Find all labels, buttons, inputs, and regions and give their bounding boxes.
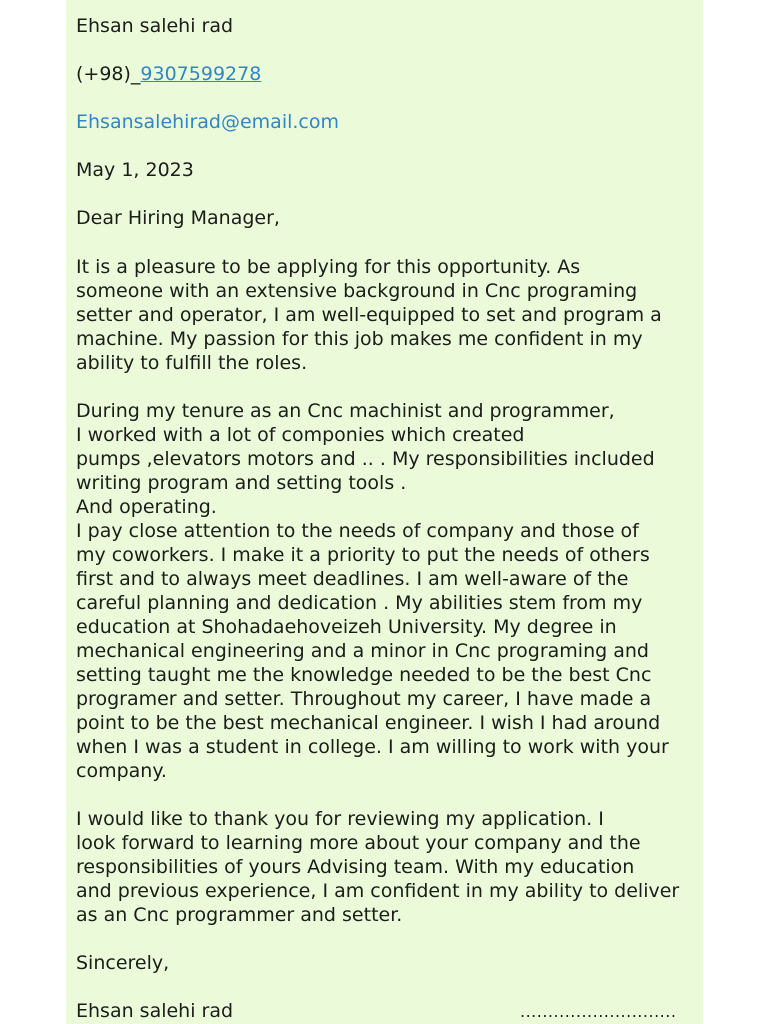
paragraph1-line: setter and operator, I am well-equipped to set and program a (76, 304, 662, 326)
paragraph1-line: It is a pleasure to be applying for this opportunity. As (76, 256, 581, 278)
paragraph2-line: writing program and setting tools . (76, 472, 407, 494)
paragraph1-line: machine. My passion for this job makes me confident in my (76, 328, 643, 350)
paragraph2-line: when I was a student in college. I am willing to work with your (76, 736, 669, 758)
email-link[interactable]: Ehsansalehirad@email.com (76, 111, 339, 133)
paragraph1-line: someone with an extensive background in Cnc programing (76, 280, 638, 302)
phone-line (76, 62, 696, 86)
paragraph2-line: education at Shohadaehoveizeh University. My degree in (76, 616, 617, 638)
paragraph2-line: company. (76, 760, 167, 782)
closing: Sincerely, (76, 952, 170, 974)
paragraph2-line: point to be the best mechanical engineer. I wish I had around (76, 712, 661, 734)
paragraph2-line: And operating. (76, 496, 217, 518)
paragraph3-line: responsibilities of yours Advising team. With my education (76, 856, 635, 878)
paragraph2-line: first and to always meet deadlines. I am well-aware of the (76, 568, 629, 590)
signature-name: Ehsan salehi rad (76, 1000, 234, 1022)
paragraph3-line: look forward to learning more about your company and the (76, 832, 641, 854)
letter-date: May 1, 2023 (76, 159, 194, 181)
sender-name: Ehsan salehi rad (76, 15, 234, 37)
paragraph3-line: as an Cnc programmer and setter. (76, 904, 403, 926)
paragraph2-line: During my tenure as an Cnc machinist and programmer, (76, 400, 615, 422)
phone-prefix: (+98)_ (76, 63, 141, 85)
paragraph2-line: my coworkers. I make it a priority to put the needs of others (76, 544, 650, 566)
signature-line: ............................ (520, 1002, 677, 1021)
paragraph2-line: careful planning and dedication . My abilities stem from my (76, 592, 643, 614)
paragraph1-line: ability to fulfill the roles. (76, 352, 308, 374)
paragraph2-line: programer and setter. Throughout my career, I have made a (76, 688, 652, 710)
paragraph3-line: and previous experience, I am confident in my ability to deliver (76, 880, 680, 902)
paragraph2-line: mechanical engineering and a minor in Cnc programing and (76, 640, 649, 662)
salutation: Dear Hiring Manager, (76, 207, 280, 229)
paragraph2-line: I worked with a lot of componies which created (76, 424, 525, 446)
phone-link[interactable]: 9307599278 (140, 63, 262, 85)
paragraph3-line: I would like to thank you for reviewing my application. I (76, 808, 604, 830)
paragraph2-line: pumps ,elevators motors and .. . My responsibilities included (76, 448, 655, 470)
paragraph2-line: I pay close attention to the needs of company and those of (76, 520, 639, 542)
paragraph2-line: setting taught me the knowledge needed to be the best Cnc (76, 664, 652, 686)
